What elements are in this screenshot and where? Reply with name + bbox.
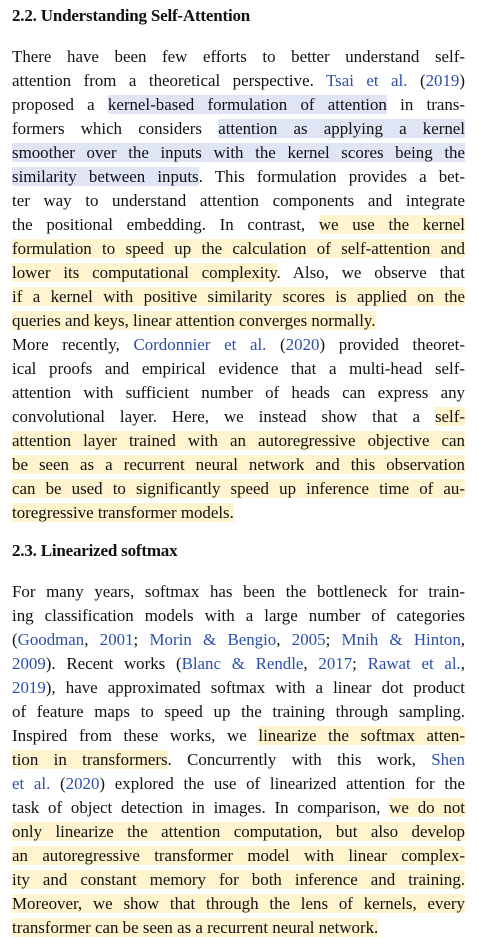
text-span: , — [276, 630, 292, 649]
text-line — [12, 477, 465, 501]
highlighted-text: similarity between inputs — [12, 167, 199, 186]
text-line — [12, 604, 465, 628]
text-line — [12, 429, 465, 453]
text-span: ; — [352, 654, 368, 673]
text-span: ter way to understand attention components and integrate — [12, 191, 465, 210]
text-span: attention with sufficient number of heads can express any — [12, 383, 465, 402]
text-span: Inspired from these works, we — [12, 726, 259, 745]
text-span: ; — [133, 630, 150, 649]
citation-link[interactable]: 2020 — [285, 335, 320, 354]
citation-link[interactable]: Morin & Bengio — [149, 630, 277, 649]
text-line — [12, 772, 465, 796]
highlighted-text: attention layer trained with an autoregressive objective can — [12, 431, 465, 450]
text-line — [12, 796, 465, 820]
highlighted-text: self- — [434, 407, 465, 426]
text-line — [12, 868, 465, 892]
text-span: More recently, — [12, 335, 134, 354]
text-span: the positional embedding. In contrast, — [12, 215, 319, 234]
text-line — [12, 117, 465, 141]
highlighted-text: tion in transformers — [12, 750, 168, 769]
text-line — [12, 892, 465, 916]
citation-link[interactable]: 2005 — [291, 630, 326, 649]
citation-link[interactable]: 2017 — [318, 654, 353, 673]
text-span: ). Recent works ( — [45, 654, 182, 673]
text-line — [12, 628, 465, 652]
text-line — [12, 69, 465, 93]
citation-link[interactable]: 2019 — [12, 678, 46, 697]
text-line — [12, 844, 465, 868]
text-span: ) — [459, 71, 465, 90]
text-span: . Concurrently with this work, — [167, 750, 432, 769]
highlighted-text: lower its computational complexity — [12, 263, 277, 282]
text-span: . Also, we observe that — [276, 263, 465, 282]
highlighted-text: formulation to speed up the calculation of self-attention and — [12, 239, 465, 258]
highlighted-text: transformer can be seen as a recurrent neural network. — [12, 918, 379, 937]
text-span: formers which considers — [12, 119, 219, 138]
citation-link[interactable]: 2019 — [425, 71, 460, 90]
text-line — [12, 45, 465, 69]
text-line — [12, 333, 465, 357]
citation-link[interactable]: 2001 — [99, 630, 134, 649]
text-line — [12, 309, 465, 333]
citation-link[interactable]: Goodman — [17, 630, 85, 649]
text-line — [12, 700, 465, 724]
text-span: in trans- — [386, 95, 465, 114]
highlighted-text: ity and constant memory for both inference and training. — [12, 870, 465, 889]
section-heading-2-3: 2.3. Linearized softmax — [12, 541, 178, 560]
highlighted-text: we use the kernel — [318, 215, 465, 234]
citation-link[interactable]: 2020 — [65, 774, 100, 793]
highlighted-text: can be used to significantly speed up inference time of au- — [12, 479, 465, 498]
text-line — [12, 237, 465, 261]
highlighted-text: we do not — [389, 798, 465, 817]
text-line — [12, 213, 465, 237]
text-line — [12, 285, 465, 309]
text-line — [12, 748, 465, 772]
text-line — [12, 652, 465, 676]
highlighted-text: only linearize the attention computation, but also develop — [12, 822, 465, 841]
text-line — [12, 580, 465, 604]
text-span: , — [303, 654, 319, 673]
citation-link[interactable]: Tsai et al. — [325, 71, 408, 90]
citation-link[interactable]: 2009 — [12, 654, 46, 673]
text-line — [12, 820, 465, 844]
citation-link[interactable]: Shen — [431, 750, 465, 769]
text-span: ( — [266, 335, 286, 354]
text-span: , — [460, 654, 466, 673]
text-span: ing classification models with a large number of categories — [12, 606, 465, 625]
text-span: ( — [50, 774, 66, 793]
text-span: ) explored the use of linearized attention for the — [99, 774, 465, 793]
text-span: proposed a — [12, 95, 108, 114]
text-line — [12, 189, 465, 213]
text-span: of feature maps to speed up the training through sampling. — [12, 702, 465, 721]
text-span: attention from a theoretical perspective. — [12, 71, 326, 90]
text-span: ( — [407, 71, 426, 90]
text-span: There have been few efforts to better understand self- — [12, 47, 465, 66]
highlighted-text: linearize the softmax atten- — [258, 726, 466, 745]
text-line — [12, 93, 465, 117]
highlighted-text: if a kernel with positive similarity scores is applied on the — [12, 287, 465, 306]
text-line — [12, 357, 465, 381]
text-line — [12, 501, 465, 525]
highlighted-text: kernel-based formulation of attention — [107, 95, 387, 114]
text-span: ; — [325, 630, 342, 649]
highlighted-text: attention as applying a kernel — [218, 119, 465, 138]
text-line — [12, 916, 465, 940]
text-span: , — [84, 630, 100, 649]
text-line — [12, 724, 465, 748]
text-span: , — [460, 630, 466, 649]
highlighted-text: toregressive transformer models. — [12, 503, 234, 522]
highlighted-text: an autoregressive transformer model with linear complex- — [12, 846, 465, 865]
text-span: task of object detection in images. In comparison, — [12, 798, 390, 817]
text-span: ), have approximated softmax with a linear dot product — [45, 678, 465, 697]
section-heading-2-2: 2.2. Understanding Self-Attention — [12, 6, 251, 25]
highlighted-text: be seen as a recurrent neural network and this observation — [12, 455, 465, 474]
text-line — [12, 405, 465, 429]
text-line — [12, 381, 465, 405]
text-line — [12, 261, 465, 285]
citation-link[interactable]: et al. — [12, 774, 51, 793]
text-span: For many years, softmax has been the bottleneck for train- — [12, 582, 465, 601]
highlighted-text: Moreover, we show that through the lens of kernels, every — [12, 894, 465, 913]
text-line — [12, 165, 465, 189]
text-span: ( — [12, 630, 18, 649]
text-line — [12, 676, 465, 700]
text-line — [12, 141, 465, 165]
citation-link[interactable]: Mnih & Hinton — [341, 630, 461, 649]
text-span: ical proofs and empirical evidence that a multi-head self- — [12, 359, 465, 378]
citation-link[interactable]: Cordonnier et al. — [133, 335, 267, 354]
citation-link[interactable]: Blanc & Rendle — [181, 654, 304, 673]
text-line — [12, 453, 465, 477]
citation-link[interactable]: Rawat et al. — [367, 654, 461, 673]
text-span: ) provided theoret- — [319, 335, 465, 354]
text-span: . This formulation provides a bet- — [198, 167, 465, 186]
highlighted-text: smoother over the inputs with the kernel scores being the — [12, 143, 465, 162]
highlighted-text: queries and keys, linear attention converges normally. — [12, 311, 376, 330]
text-span: convolutional layer. Here, we instead show that a — [12, 407, 435, 426]
